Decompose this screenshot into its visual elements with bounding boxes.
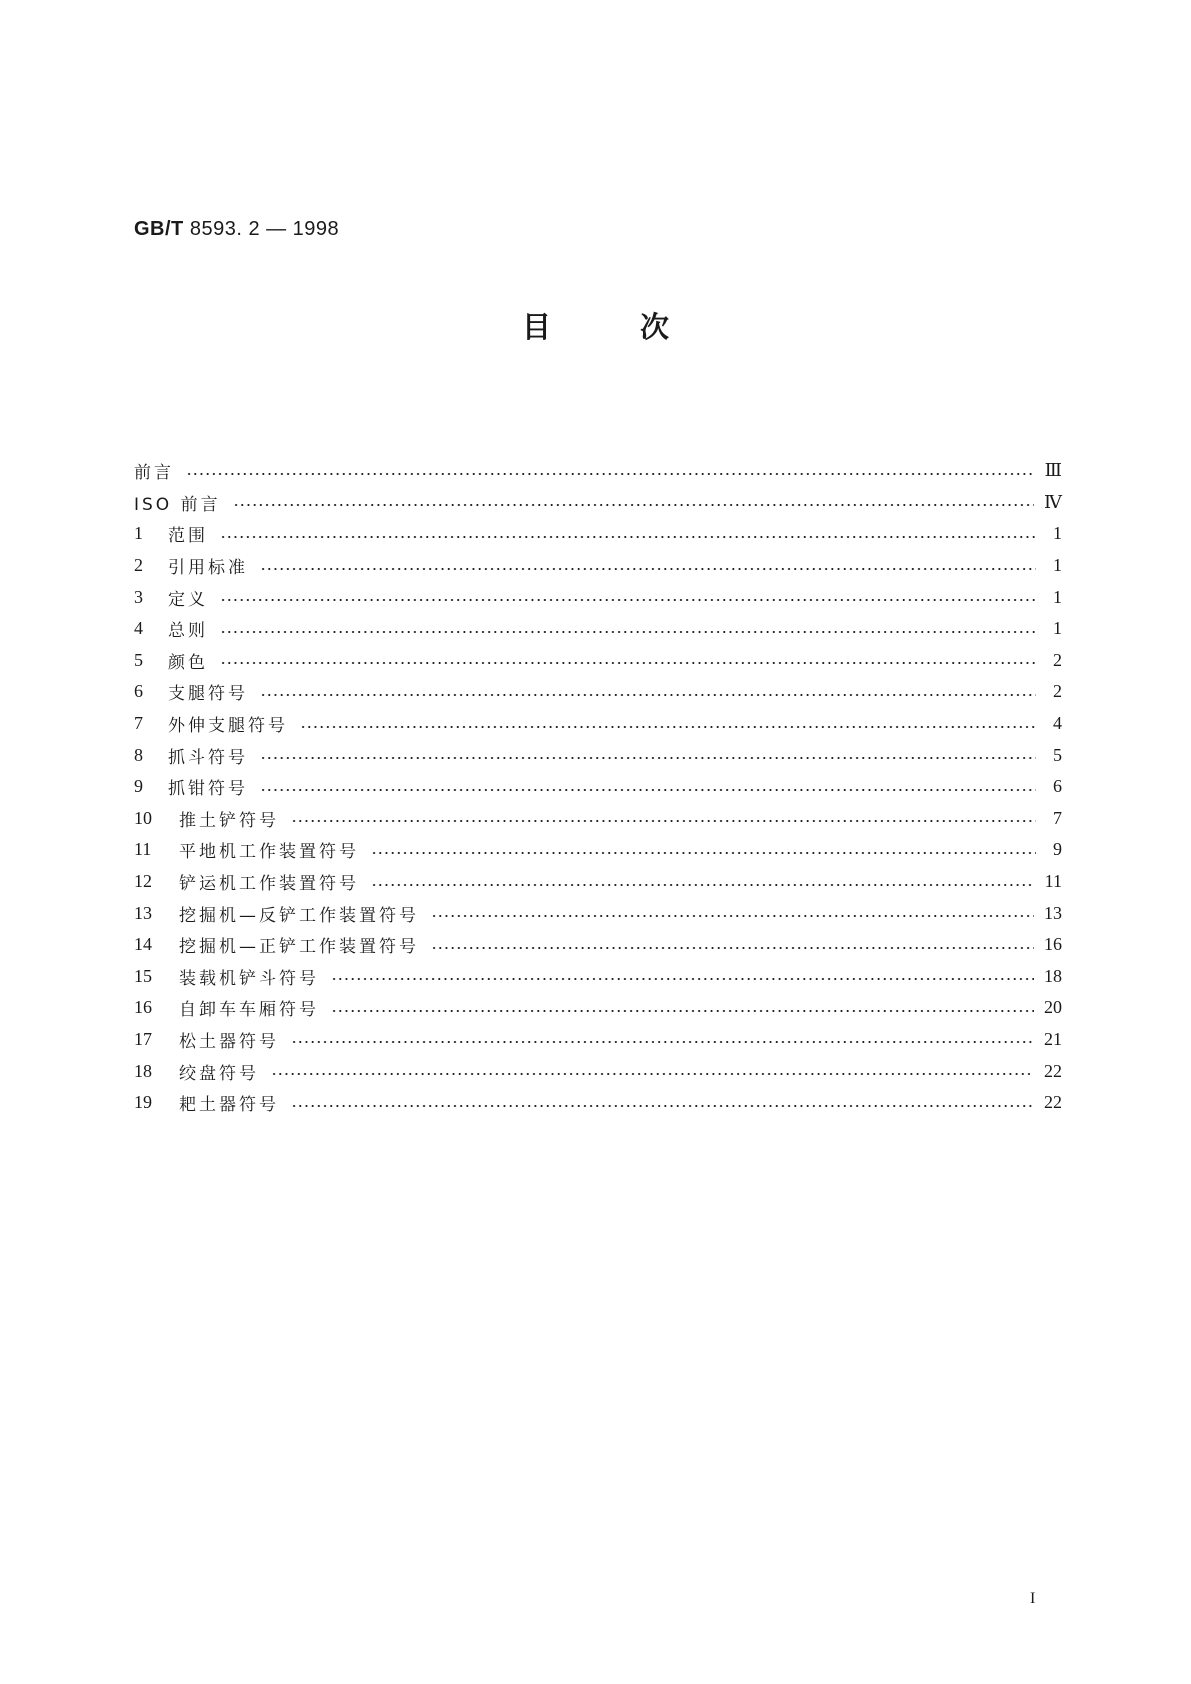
- standard-prefix: GB/T: [134, 218, 184, 240]
- toc-entry[interactable]: [134, 455, 1062, 487]
- toc-entry-page: 13: [1044, 902, 1062, 923]
- toc-entry-number: 5: [134, 649, 143, 670]
- toc-entry[interactable]: [134, 518, 1062, 550]
- toc-entry[interactable]: [134, 1055, 1062, 1087]
- toc-entry-page: 11: [1044, 871, 1062, 892]
- toc-entry-page: 18: [1044, 965, 1062, 986]
- toc-entry-page: 2: [1053, 681, 1062, 702]
- toc-entry-page: 1: [1053, 586, 1062, 607]
- toc-entry-leader: [291, 1041, 1034, 1043]
- toc-entry-page: 20: [1044, 997, 1062, 1018]
- toc-entry[interactable]: [134, 708, 1062, 740]
- toc-entry-label: 推土铲符号: [179, 810, 279, 831]
- toc-entry-label: 抓斗符号: [168, 747, 248, 768]
- toc-title-char-2: 次: [640, 310, 670, 344]
- toc-entry-leader: [260, 789, 1036, 791]
- toc-entry-number: 16: [134, 997, 152, 1018]
- toc-entry-label: 颜色: [168, 652, 208, 673]
- table-of-contents: [134, 455, 1062, 1118]
- toc-entry-page: 1: [1053, 523, 1062, 544]
- toc-entry-leader: [260, 757, 1036, 759]
- toc-entry-page: 9: [1053, 839, 1062, 860]
- toc-entry-leader: [431, 947, 1034, 949]
- toc-entry[interactable]: [134, 487, 1062, 519]
- toc-entry-leader: [271, 1073, 1034, 1075]
- toc-entry-page: Ⅲ: [1044, 460, 1062, 481]
- toc-entry-leader: [431, 915, 1034, 917]
- toc-entry-page: 16: [1044, 934, 1062, 955]
- toc-entry-leader: [371, 884, 1035, 886]
- toc-entry[interactable]: [134, 771, 1062, 803]
- toc-entry-page: 1: [1053, 555, 1062, 576]
- toc-entry-leader: [260, 694, 1036, 696]
- toc-entry[interactable]: [134, 1087, 1062, 1119]
- toc-entry-leader: [220, 599, 1036, 601]
- toc-entry[interactable]: [134, 961, 1062, 993]
- toc-entry-page: 2: [1053, 649, 1062, 670]
- toc-entry-label: 定义: [168, 589, 208, 610]
- standard-number: 8593. 2 — 1998: [189, 218, 340, 240]
- toc-entry-number: 18: [134, 1060, 152, 1081]
- toc-entry[interactable]: [134, 739, 1062, 771]
- toc-entry[interactable]: [134, 581, 1062, 613]
- toc-entry-leader: [300, 726, 1036, 728]
- toc-entry-leader: [331, 1010, 1034, 1012]
- toc-entry-leader: [233, 504, 1034, 506]
- toc-entry-leader: [291, 820, 1036, 822]
- toc-entry-number: 4: [134, 618, 143, 639]
- toc-entry-number: 2: [134, 555, 143, 576]
- toc-entry-label: 外伸支腿符号: [168, 716, 288, 737]
- toc-entry-number: 7: [134, 713, 143, 734]
- toc-entry-label: 绞盘符号: [179, 1063, 259, 1084]
- toc-entry-label: 引用标准: [168, 558, 248, 579]
- toc-entry-number: 11: [134, 839, 152, 860]
- toc-entry[interactable]: [134, 992, 1062, 1024]
- toc-entry-page: 5: [1053, 744, 1062, 765]
- toc-entry-number: 1: [134, 523, 143, 544]
- toc-entry-label: 范围: [168, 526, 208, 547]
- toc-entry[interactable]: [134, 1024, 1062, 1056]
- toc-entry-leader: [260, 568, 1036, 570]
- toc-entry-number: 19: [134, 1092, 152, 1113]
- toc-entry[interactable]: [134, 676, 1062, 708]
- toc-entry-page: 22: [1044, 1092, 1062, 1113]
- toc-entry-page: 4: [1053, 713, 1062, 734]
- standard-code: [134, 218, 339, 241]
- toc-entry[interactable]: [134, 897, 1062, 929]
- toc-entry-leader: [371, 852, 1036, 854]
- toc-entry-label: 松土器符号: [179, 1031, 279, 1052]
- toc-entry-label: 挖掘机—反铲工作装置符号: [179, 905, 419, 926]
- toc-entry[interactable]: [134, 834, 1062, 866]
- toc-entry-leader: [220, 631, 1036, 633]
- toc-entry-page: 22: [1044, 1060, 1062, 1081]
- toc-entry-label: 支腿符号: [168, 684, 248, 705]
- toc-entry-label: 耙土器符号: [179, 1095, 279, 1116]
- toc-entry[interactable]: [134, 645, 1062, 677]
- toc-entry[interactable]: [134, 803, 1062, 835]
- toc-entry-label: 平地机工作装置符号: [179, 842, 359, 863]
- toc-entry-number: 6: [134, 681, 143, 702]
- toc-entry-page: 7: [1053, 807, 1062, 828]
- toc-entry[interactable]: [134, 613, 1062, 645]
- toc-entry[interactable]: [134, 929, 1062, 961]
- toc-entry-leader: [291, 1105, 1034, 1107]
- toc-entry-number: 12: [134, 871, 152, 892]
- toc-entry-label: 前言: [134, 463, 174, 484]
- toc-title-char-1: 目: [522, 310, 552, 344]
- toc-entry[interactable]: [134, 866, 1062, 898]
- toc-entry-label: 自卸车车厢符号: [179, 1000, 319, 1021]
- toc-entry-page: 21: [1044, 1028, 1062, 1049]
- toc-entry-label: 装载机铲斗符号: [179, 968, 319, 989]
- toc-entry-page: 1: [1053, 618, 1062, 639]
- page-number: I: [1030, 1590, 1036, 1607]
- toc-entry-leader: [186, 473, 1035, 475]
- toc-entry-page: 6: [1053, 776, 1062, 797]
- toc-entry-number: 9: [134, 776, 143, 797]
- toc-entry-number: 15: [134, 965, 152, 986]
- toc-entry-page: Ⅳ: [1044, 491, 1062, 512]
- toc-entry-leader: [331, 978, 1034, 980]
- toc-entry-label: 铲运机工作装置符号: [179, 874, 359, 895]
- toc-entry-leader: [220, 536, 1036, 538]
- toc-entry-label: 抓钳符号: [168, 779, 248, 800]
- toc-entry-number: 17: [134, 1028, 152, 1049]
- toc-entry-number: 13: [134, 902, 152, 923]
- toc-entry-number: 3: [134, 586, 143, 607]
- toc-entry-label: ISO 前言: [134, 494, 221, 515]
- toc-entry-number: 14: [134, 934, 152, 955]
- toc-entry[interactable]: [134, 550, 1062, 582]
- toc-entry-number: 10: [134, 807, 152, 828]
- toc-entry-leader: [220, 662, 1036, 664]
- toc-entry-label: 挖掘机—正铲工作装置符号: [179, 937, 419, 958]
- toc-entry-label: 总则: [168, 621, 208, 642]
- toc-entry-number: 8: [134, 744, 143, 765]
- toc-title: [500, 306, 740, 348]
